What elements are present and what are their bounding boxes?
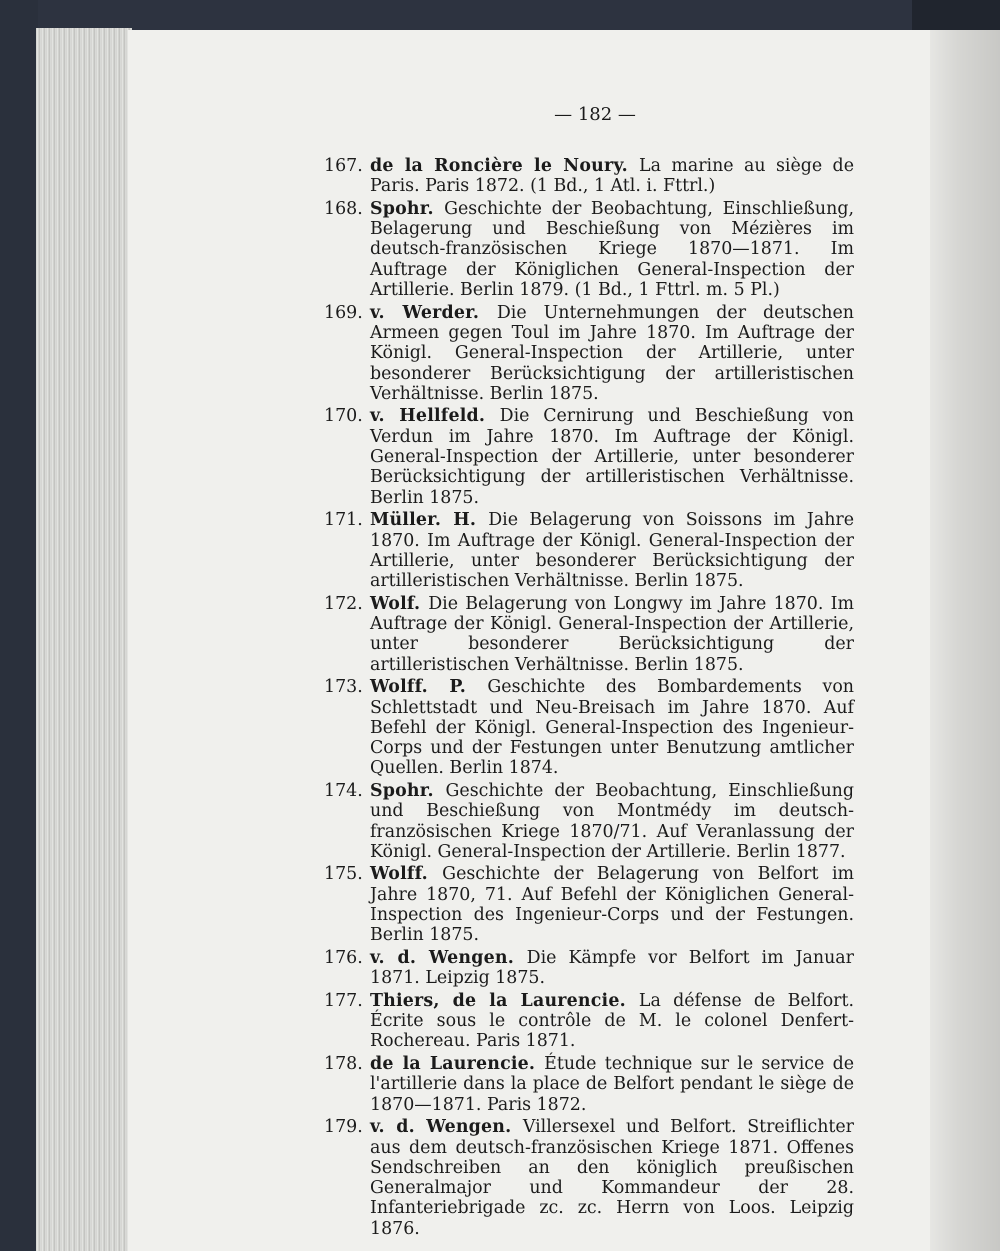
- entry-number: 170.: [324, 406, 363, 427]
- entry-title: Die Belagerung von Longwy im Jahre 1870. Im Auftrage der Königl. General-Inspection der Artillerie, unter besonderer Berücksichtigung der artilleristischen Verhältnisse. Berlin 1875.: [370, 593, 854, 675]
- entry-number: 172.: [324, 593, 363, 614]
- entry-title: Die Kämpfe vor Belfort im Januar 1871. Leipzig 1875.: [370, 947, 854, 989]
- bibliography-entry: [318, 1117, 854, 1239]
- entry-number: 179.: [324, 1117, 363, 1138]
- entry-author: v. Werder.: [370, 302, 497, 323]
- entry-author: Wolff. P.: [370, 677, 488, 698]
- bibliography-entry: [318, 864, 854, 945]
- entry-title: Geschichte der Beobachtung, Einschließung, Belagerung und Beschießung von Mézières im deutsch-französischen Kriege 1870—1871. Im Auftrage der Königlichen General-Inspection der Artillerie. Berlin 1879. (1 Bd., 1 Fttrl. m. 5 Pl.): [370, 198, 854, 301]
- entry-title: Die Unternehmungen der deutschen Armeen gegen Toul im Jahre 1870. Im Auftrage der Königl. General-Inspection der Artillerie, unter besonderer Berücksichtigung der artilleristischen Verhältnisse. Berlin 1875.: [370, 302, 854, 404]
- entry-number: 176.: [324, 947, 363, 968]
- book-binding-left: [0, 0, 38, 1251]
- bibliography-entry: [318, 677, 854, 778]
- page-gutter: [930, 30, 1000, 1251]
- entry-title: Geschichte der Belagerung von Belfort im Jahre 1870, 71. Auf Befehl der Königlichen General-Inspection des Ingenieur-Corps und der Festungen. Berlin 1875.: [370, 864, 855, 946]
- entry-author: Müller. H.: [370, 510, 489, 531]
- bibliography-entry: [318, 781, 854, 862]
- entry-title: Geschichte des Bombardements von Schlettstadt und Neu-Breisach im Jahre 1870. Auf Befehl der Königl. General-Inspection des Ingenieur-Corps und der Festungen unter Benutzung amtlicher Quellen. Berlin 1874.: [370, 677, 854, 779]
- entry-number: 168.: [324, 198, 363, 219]
- bibliography-entry: [318, 991, 854, 1052]
- entry-title: Die Cernirung und Beschießung von Verdun im Jahre 1870. Im Auftrage der Königl. General-Inspection der Artillerie, unter besonderer Berücksichtigung der artilleristischen Verhältnisse. Berlin 1875.: [370, 406, 854, 508]
- entry-author: v. d. Wengen.: [370, 947, 527, 968]
- page-number: — 182 —: [554, 104, 636, 125]
- entry-title: Étude technique sur le service de l'artillerie dans la place de Belfort pendant le siège de 1870—1871. Paris 1872.: [370, 1054, 854, 1115]
- entry-number: 177.: [324, 990, 363, 1011]
- entry-author: Wolff.: [370, 864, 443, 885]
- entry-author: Wolf.: [370, 593, 429, 614]
- bibliography-entry: [318, 406, 854, 507]
- bibliography-entry: [318, 510, 854, 591]
- bibliography-entry: [318, 199, 854, 300]
- entry-number: 173.: [324, 677, 363, 698]
- bibliography-entry: [318, 303, 854, 404]
- entry-number: 178.: [324, 1054, 363, 1075]
- entry-author: Spohr.: [370, 198, 445, 219]
- entry-title: Villersexel und Belfort. Streiflichter aus dem deutsch-französischen Kriege 1871. Offenes Sendschreiben an den königlich preußischen Generalmajor und Kommandeur der 28. Infanteriebrigade zc. zc. Herrn von Loos. Leipzig 1876.: [370, 1117, 854, 1239]
- entry-title: La marine au siège de Paris. Paris 1872. (1 Bd., 1 Atl. i. Fttrl.): [370, 156, 854, 197]
- entry-title: Geschichte der Beobachtung, Einschließung und Beschießung von Montmédy im deutsch-französischen Kriege 1870/71. Auf Veranlassung der Königl. General-Inspection der Artillerie. Berlin 1877.: [370, 780, 854, 862]
- book-binding-top: [0, 0, 1000, 30]
- entry-title: Die Belagerung von Soissons im Jahre 1870. Im Auftrage der Königl. General-Inspection der Artillerie, unter besonderer Berücksichtigung der artilleristischen Verhältnisse. Berlin 1875.: [370, 510, 855, 592]
- entry-author: de la Roncière le Noury.: [370, 156, 640, 176]
- entry-author: de la Laurencie.: [370, 1054, 545, 1075]
- entry-author: Thiers, de la Laurencie.: [370, 990, 639, 1011]
- bibliography-entry: [318, 156, 854, 197]
- entry-number: 167.: [324, 156, 363, 176]
- bibliography-entry: [318, 594, 854, 675]
- entry-author: Spohr.: [370, 780, 446, 801]
- entry-number: 171.: [324, 510, 363, 531]
- bibliography-entry: [318, 948, 854, 989]
- page-edges: [36, 28, 132, 1251]
- bibliography-list: [318, 156, 854, 1241]
- entry-title: La défense de Belfort. Écrite sous le contrôle de M. le colonel Denfert-Rochereau. Paris 1871.: [370, 990, 854, 1052]
- entry-number: 174.: [324, 780, 363, 801]
- entry-author: v. Hellfeld.: [370, 406, 500, 427]
- bibliography-entry: [318, 1054, 854, 1115]
- entry-author: v. d. Wengen.: [370, 1117, 523, 1138]
- entry-number: 175.: [324, 864, 363, 885]
- entry-number: 169.: [324, 302, 363, 323]
